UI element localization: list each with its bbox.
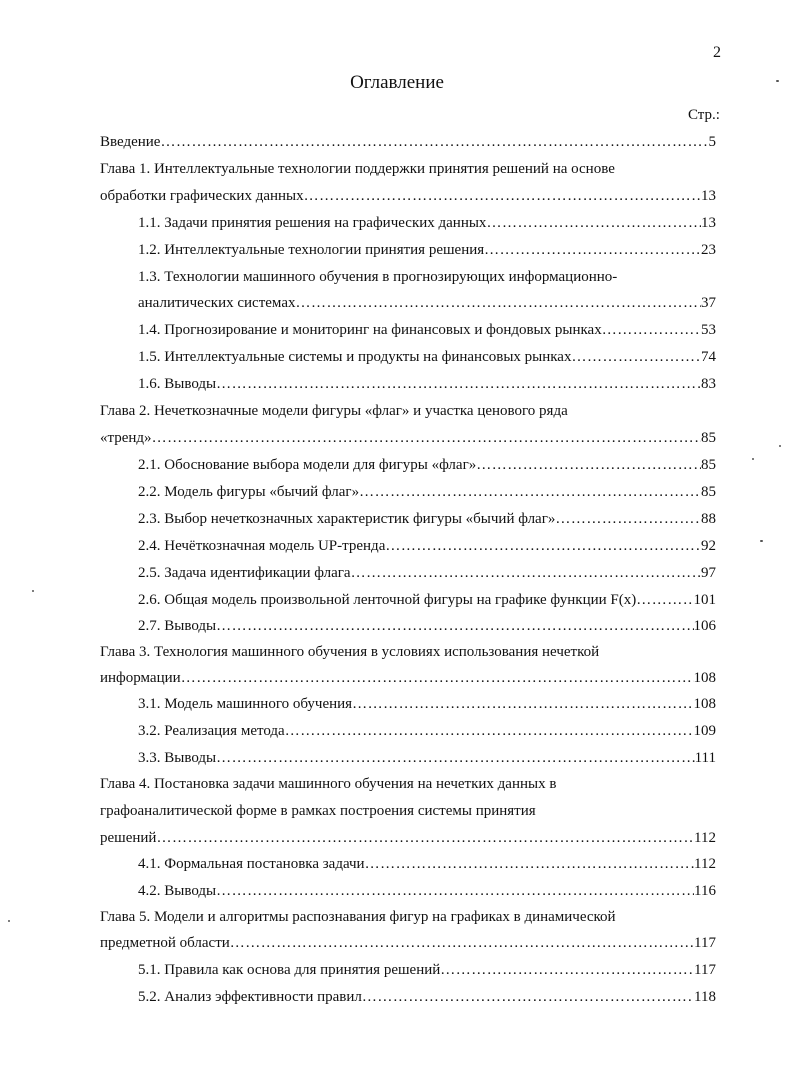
toc-section-2-3: 2.3. Выбор нечеткозначных характеристик фигуры «бычий флаг» ………………………………………………………………………………………………………………………………………………………………………………………………………………………………… 88	[138, 508, 716, 530]
toc-section-4-1: 4.1. Формальная постановка задачи ………………………………………………………………………………………………………………………………………………………………………………………………………………………………… 112	[138, 853, 716, 875]
toc-section-2-1: 2.1. Обоснование выбора модели для фигуры «флаг» ………………………………………………………………………………………………………………………………………………………………………………………………………………………………… 85	[138, 454, 716, 476]
toc-entry-intro: Введение ………………………………………………………………………………………………………………………………………………………………………………………………………………………………… 5	[100, 131, 716, 153]
toc-chapter-4: решений ………………………………………………………………………………………………………………………………………………………………………………………………………………………………… 112	[100, 827, 716, 849]
toc-chapter-1: обработки графических данных ………………………………………………………………………………………………………………………………………………………………………………………………………………………………… 13	[100, 185, 716, 207]
toc-chapter-4-title-1: Глава 4. Постановка задачи машинного обучения на нечетких данных в	[100, 776, 557, 792]
toc-section-4-2: 4.2. Выводы ………………………………………………………………………………………………………………………………………………………………………………………………………………………………… 116	[138, 880, 716, 902]
toc-section-1-4: 1.4. Прогнозирование и мониторинг на финансовых и фондовых рынках ………………………………………………………………………………………………………………………………………………………………………………………………………………………………… 53	[138, 319, 716, 341]
toc-section-1-1: 1.1. Задачи принятия решения на графических данных ………………………………………………………………………………………………………………………………………………………………………………………………………………………………… 13	[138, 212, 716, 234]
pages-column-label: Стр.:	[688, 107, 720, 123]
scan-speck	[779, 445, 781, 447]
toc-section-3-1: 3.1. Модель машинного обучения ………………………………………………………………………………………………………………………………………………………………………………………………………………………………… 108	[138, 693, 716, 715]
toc-section-1-6: 1.6. Выводы ………………………………………………………………………………………………………………………………………………………………………………………………………………………………… 83	[138, 373, 716, 395]
toc-section-2-2: 2.2. Модель фигуры «бычий флаг» ………………………………………………………………………………………………………………………………………………………………………………………………………………………………… 85	[138, 481, 716, 503]
scan-speck	[32, 590, 34, 592]
toc-section-5-1: 5.1. Правила как основа для принятия решений ………………………………………………………………………………………………………………………………………………………………………………………………………………………………… 117	[138, 959, 716, 981]
toc-chapter-5-title: Глава 5. Модели и алгоритмы распознавания фигур на графиках в динамической	[100, 909, 616, 925]
toc-chapter-3: информации ………………………………………………………………………………………………………………………………………………………………………………………………………………………………… 108	[100, 667, 716, 689]
toc-section-2-7: 2.7. Выводы ………………………………………………………………………………………………………………………………………………………………………………………………………………………………… 106	[138, 615, 716, 637]
toc-section-2-6: 2.6. Общая модель произвольной ленточной фигуры на графике функции F(x) ………………………………………………………………………………………………………………………………………………………………………………………………………………………………… 101	[138, 589, 716, 611]
page-number: 2	[713, 44, 721, 61]
scan-speck	[760, 540, 763, 542]
toc-section-1-3: аналитических системах ………………………………………………………………………………………………………………………………………………………………………………………………………………………………… 37	[138, 292, 716, 314]
page-title: Оглавление	[350, 72, 444, 93]
toc-chapter-5: предметной области ………………………………………………………………………………………………………………………………………………………………………………………………………………………………… 117	[100, 932, 716, 954]
toc-section-3-2: 3.2. Реализация метода ………………………………………………………………………………………………………………………………………………………………………………………………………………………………… 109	[138, 720, 716, 742]
toc-section-2-4: 2.4. Нечёткозначная модель UP-тренда ………………………………………………………………………………………………………………………………………………………………………………………………………………………………… 92	[138, 535, 716, 557]
toc-section-3-3: 3.3. Выводы ………………………………………………………………………………………………………………………………………………………………………………………………………………………………… 111	[138, 747, 716, 769]
scan-speck	[752, 458, 754, 460]
toc-section-1-2: 1.2. Интеллектуальные технологии принятия решения ………………………………………………………………………………………………………………………………………………………………………………………………………………………………… 23	[138, 239, 716, 261]
toc-chapter-2: «тренд» ………………………………………………………………………………………………………………………………………………………………………………………………………………………………… 85	[100, 427, 716, 449]
toc-section-1-5: 1.5. Интеллектуальные системы и продукты на финансовых рынках ………………………………………………………………………………………………………………………………………………………………………………………………………………………………… 74	[138, 346, 716, 368]
toc-chapter-3-title: Глава 3. Технология машинного обучения в условиях использования нечеткой	[100, 644, 600, 660]
scan-speck	[776, 80, 779, 82]
scan-speck	[8, 920, 10, 922]
toc-chapter-1-title: Глава 1. Интеллектуальные технологии поддержки принятия решений на основе	[100, 161, 615, 177]
toc-chapter-4-title-2: графоаналитической форме в рамках построения системы принятия	[100, 803, 536, 819]
toc-section-5-2: 5.2. Анализ эффективности правил ………………………………………………………………………………………………………………………………………………………………………………………………………………………………… 118	[138, 986, 716, 1008]
toc-section-2-5: 2.5. Задача идентификации флага ………………………………………………………………………………………………………………………………………………………………………………………………………………………………… 97	[138, 562, 716, 584]
toc-chapter-2-title: Глава 2. Нечеткозначные модели фигуры «флаг» и участка ценового ряда	[100, 403, 568, 419]
toc-section-1-3-title: 1.3. Технологии машинного обучения в прогнозирующих информационно-	[138, 269, 618, 285]
